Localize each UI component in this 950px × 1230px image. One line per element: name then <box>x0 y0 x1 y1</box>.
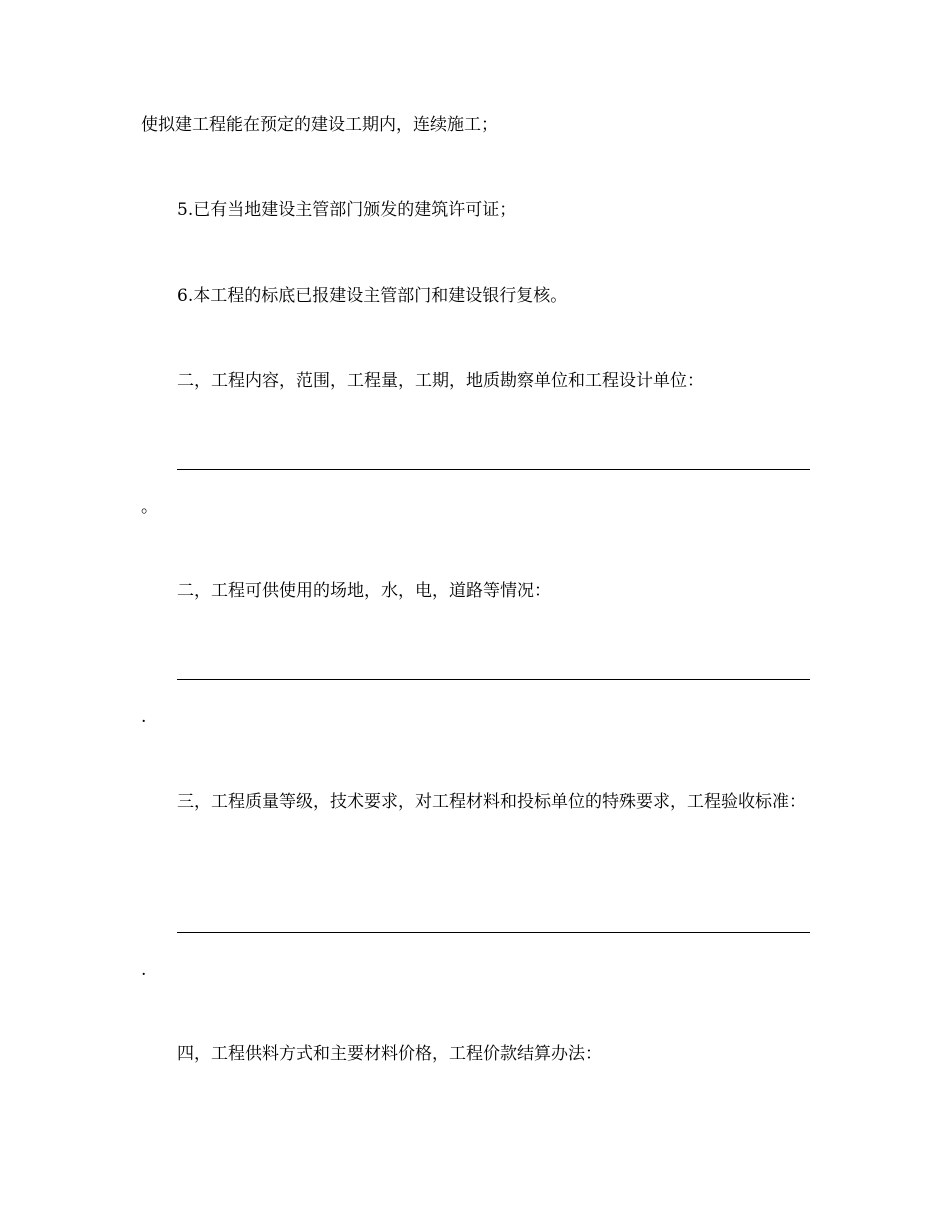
paragraph-end-mark: . <box>141 707 147 727</box>
heading-material-supply-payment: 四，工程供料方式和主要材料价格，工程价款结算办法： <box>177 1044 602 1064</box>
fill-in-blank-line <box>177 932 810 933</box>
heading-project-scope: 二，工程内容，范围，工程量，工期，地质勘察单位和工程设计单位： <box>177 371 704 391</box>
paragraph-end-mark: 。 <box>141 497 158 517</box>
heading-quality-requirements: 三，工程质量等级，技术要求，对工程材料和投标单位的特殊要求，工程验收标准： <box>177 792 806 812</box>
fill-in-blank-line <box>177 679 810 680</box>
paragraph-item-5-permit: 5.已有当地建设主管部门颁发的建筑许可证； <box>177 200 517 220</box>
paragraph-construction-period: 使拟建工程能在预定的建设工期内，连续施工； <box>141 115 498 135</box>
paragraph-item-6-bid-base: 6.本工程的标底已报建设主管部门和建设银行复核。 <box>177 286 568 306</box>
paragraph-end-mark: . <box>141 960 147 980</box>
fill-in-blank-line <box>177 469 810 470</box>
heading-site-utilities: 二，工程可供使用的场地，水，电，道路等情况： <box>177 581 551 601</box>
